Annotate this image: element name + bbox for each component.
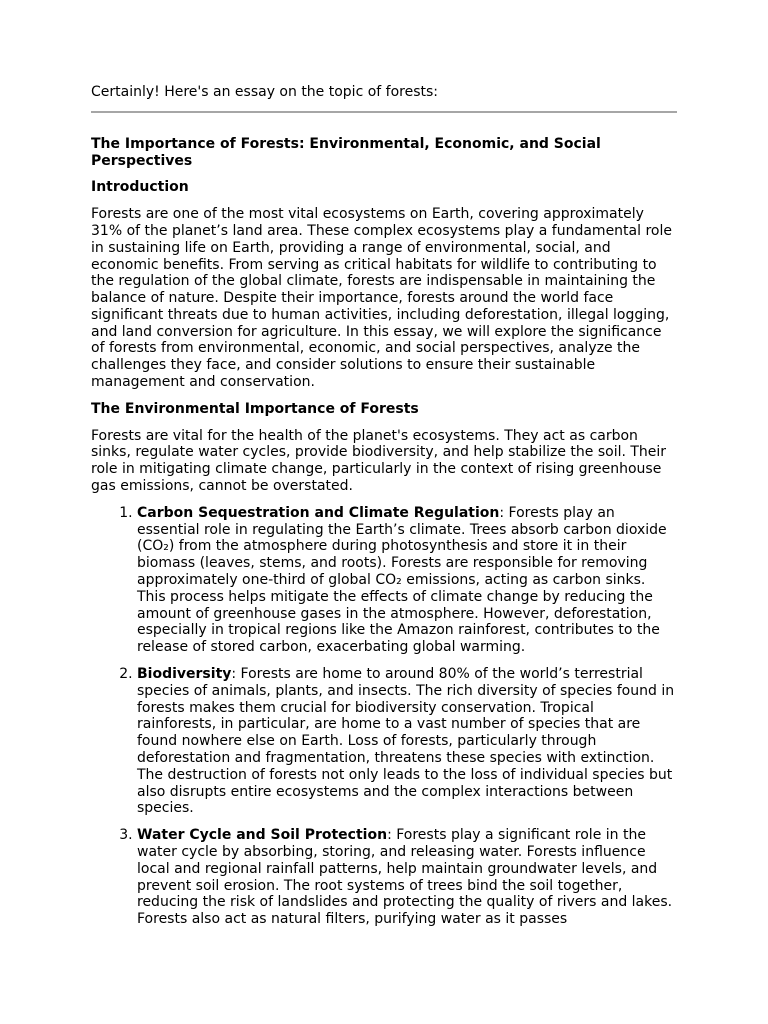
preamble-text: Certainly! Here's an essay on the topic of forests: <box>91 84 439 100</box>
list-item-text: : Forests play an essential role in regulating the Earth’s climate. Trees absorb carbon dioxide (CO₂) from the atmosphere during photosynthesis and store it in their biomass (leaves, stems, and roots). Forests are responsible for removing approximately one-third of global CO₂ emissions, acting as carbon sinks. This process helps mitigate the effects of climate change by reducing the amount of greenhouse gases in the atmosphere. However, deforestation, especially in tropical regions like the Amazon rainforest, contributes to the release of stored carbon, exacerbating global warming. <box>137 504 667 656</box>
essay-title: The Importance of Forests: Environmental, Economic, and Social Perspectives <box>91 136 601 169</box>
section-heading-introduction: Introduction <box>91 179 189 196</box>
list-item-term: Water Cycle and Soil Protection <box>137 827 388 844</box>
horizontal-rule <box>91 111 677 113</box>
list-item-text: : Forests play a significant role in the water cycle by absorbing, storing, and releasing water. Forests influence local and regional rainfall patterns, help maintain groundwater levels, and prevent soil erosion. The root systems of trees bind the soil together, reducing the risk of landslides and protecting the quality of rivers and lakes. Forests also act as natural filters, purifying water as it passes <box>137 827 673 928</box>
list-item <box>137 827 677 928</box>
environmental-points-list <box>91 505 677 928</box>
list-item-text: : Forests are home to around 80% of the world’s terrestrial species of animals, plants, and insects. The rich diversity of species found in forests makes them crucial for biodiversity conservation. Tropical rainforests, in particular, are home to a vast number of species that are found nowhere else on Earth. Loss of forests, particularly through deforestation and fragmentation, threatens these species with extinction. The destruction of forests not only leads to the loss of individual species but also disrupts entire ecosystems and the complex interactions between species. <box>137 665 675 817</box>
list-item <box>137 666 677 817</box>
list-item-term: Biodiversity <box>137 665 232 682</box>
list-item-term: Carbon Sequestration and Climate Regulation <box>137 504 500 521</box>
environmental-paragraph: Forests are vital for the health of the planet's ecosystems. They act as carbon sinks, regulate water cycles, provide biodiversity, and help stabilize the soil. Their role in mitigating climate change, particularly in the context of rising greenhouse gas emissions, cannot be overstated. <box>91 427 667 494</box>
section-heading-environmental: The Environmental Importance of Forests <box>91 400 419 417</box>
list-item <box>137 505 677 656</box>
introduction-paragraph: Forests are one of the most vital ecosystems on Earth, covering approximately 31% of the planet’s land area. These complex ecosystems play a fundamental role in sustaining life on Earth, providing a range of environmental, social, and economic benefits. From serving as critical habitats for wildlife to contributing to the regulation of the global climate, forests are indispensable in maintaining the balance of nature. Despite their importance, forests around the world face significant threats due to human activities, including deforestation, illegal logging, and land conversion for agriculture. In this essay, we will explore the significance of forests from environmental, economic, and social perspectives, analyze the challenges they face, and consider solutions to ensure their sustainable management and conservation. <box>91 206 672 391</box>
